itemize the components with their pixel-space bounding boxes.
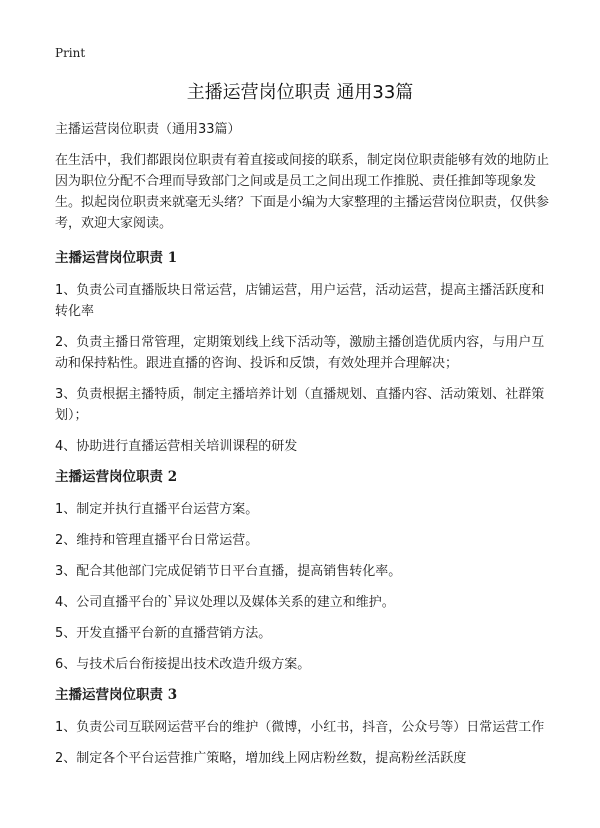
list-item: 2、负责主播日常管理，定期策划线上线下活动等，激励主播创造优质内容，与用户互动和保持粘性。跟进直播的咨询、投诉和反馈，有效处理并合理解决； bbox=[55, 335, 545, 371]
section-1 bbox=[55, 248, 555, 457]
intro-paragraph: 在生活中，我们都跟岗位职责有着直接或间接的联系，制定岗位职责能够有效的地防止因为职位分配不合理而导致部门之间或是员工之间出现工作推脱、责任推卸等现象发生。拟起岗位职责来就毫无头绪？下面是小编为大家整理的主播运营岗位职责，仅供参考，欢迎大家阅读。 bbox=[55, 153, 550, 231]
page-title: 主播运营岗位职责 通用33篇 bbox=[186, 82, 414, 103]
section-heading: 主播运营岗位职责 3 bbox=[55, 687, 178, 703]
list-item: 3、负责根据主播特质，制定主播培养计划（直播规划、直播内容、活动策划、社群策划）； bbox=[55, 387, 545, 423]
list-item: 4、公司直播平台的`异议处理以及媒体关系的建立和维护。 bbox=[55, 595, 395, 610]
list-item: 1、负责公司直播版块日常运营，店铺运营，用户运营，活动运营，提高主播活跃度和转化率 bbox=[55, 283, 545, 319]
section-heading: 主播运营岗位职责 1 bbox=[55, 250, 178, 266]
list-item: 5、开发直播平台新的直播营销方法。 bbox=[55, 626, 272, 641]
list-item: 3、配合其他部门完成促销节日平台直播，提高销售转化率。 bbox=[55, 564, 402, 579]
list-item: 1、负责公司互联网运营平台的维护（微博，小红书，抖音，公众号等）日常运营工作 bbox=[55, 720, 545, 735]
list-item: 6、与技术后台衔接提出技术改造升级方案。 bbox=[55, 657, 311, 672]
section-3 bbox=[55, 685, 555, 769]
section-heading: 主播运营岗位职责 2 bbox=[55, 469, 178, 485]
document-subtitle: 主播运营岗位职责（通用33篇） bbox=[55, 122, 241, 137]
document-body bbox=[55, 120, 555, 779]
list-item: 2、制定各个平台运营推广策略，增加线上网店粉丝数，提高粉丝活跃度 bbox=[55, 751, 467, 766]
print-link[interactable]: Print bbox=[55, 46, 86, 60]
list-item: 4、协助进行直播运营相关培训课程的研发 bbox=[55, 439, 298, 454]
section-2 bbox=[55, 467, 555, 675]
list-item: 2、维持和管理直播平台日常运营。 bbox=[55, 533, 259, 548]
list-item: 1、制定并执行直播平台运营方案。 bbox=[55, 502, 259, 517]
